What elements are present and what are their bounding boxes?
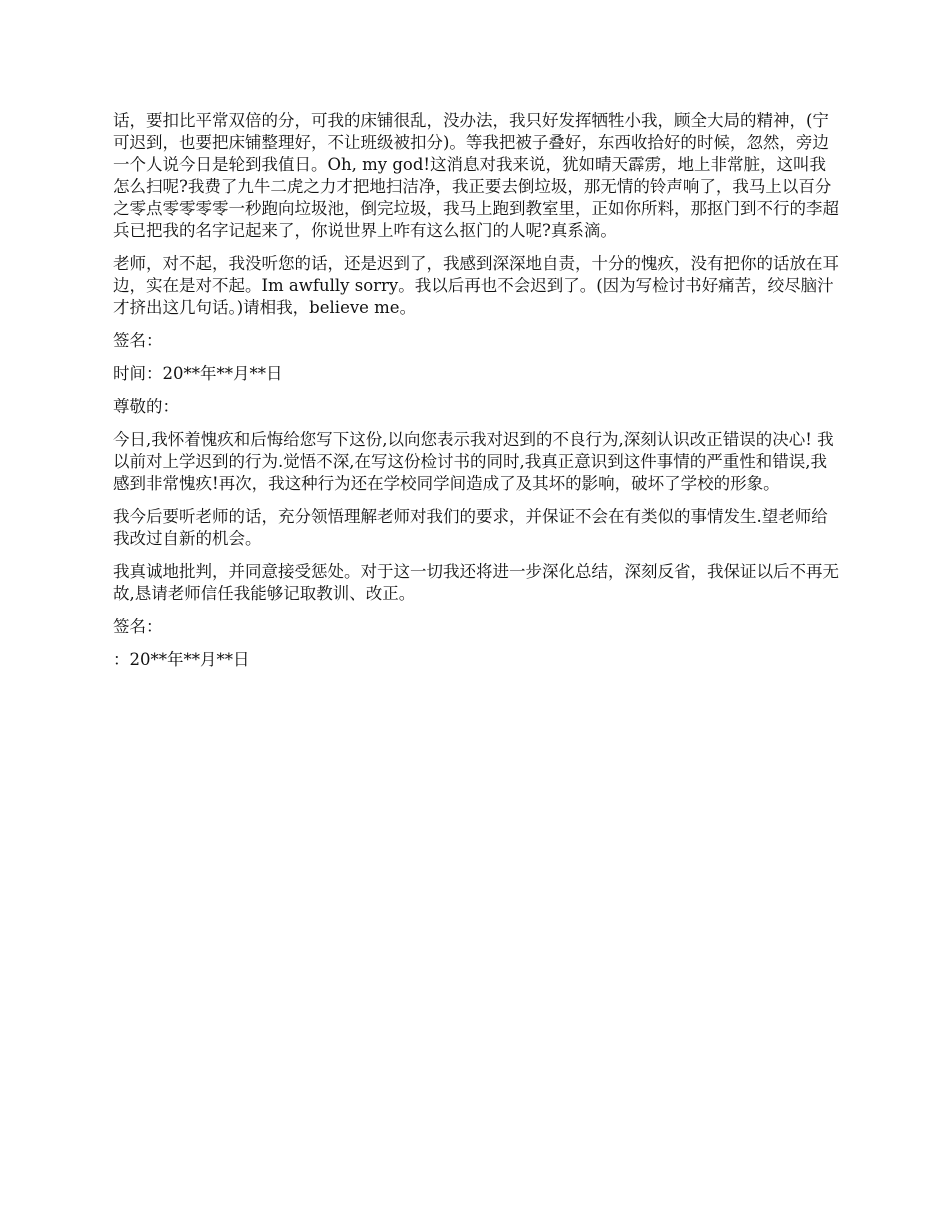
date-line-2: ：20**年**月**日: [113, 650, 250, 669]
paragraph-regret: 今日,我怀着愧疚和后悔给您写下这份,以向您表示我对迟到的不良行为,深刻认识改正错误的决心! 我以前对上学迟到的行为.觉悟不深,在写这份检讨书的同时,我真正意识到这件事情的严重性和错误,我感到非常愧疚!再次，我这种行为还在学校同学间造成了及其坏的影响，破坏了学校的形象。: [113, 430, 834, 493]
date-line-1: 时间：20**年**月**日: [113, 364, 283, 383]
signature-line-2: 签名：: [113, 617, 163, 636]
paragraph-story: 话，要扣比平常双倍的分，可我的床铺很乱，没办法，我只好发挥牺牲小我，顾全大局的精神，(宁可迟到，也要把床铺整理好，不让班级被扣分)。等我把被子叠好，东西收拾好的时候，忽然，旁边一个人说今日是轮到我值日。Oh, my god!这消息对我来说，犹如晴天霹雳，地上非常脏，这叫我怎么扫呢?我费了九牛二虎之力才把地扫洁净，我正要去倒垃圾，那无情的铃声响了，我马上以百分之零点零零零零一秒跑向垃圾池，倒完垃圾，我马上跑到教室里，正如你所料，那抠门到不行的李超兵已把我的名字记起来了，你说世界上咋有这么抠门的人呢?真系滴。: [113, 111, 839, 240]
paragraph-accept-punishment: 我真诚地批判，并同意接受惩处。对于这一切我还将进一步深化总结，深刻反省，我保证以后不再无故,恳请老师信任我能够记取教训、改正。: [113, 562, 839, 603]
signature-line-1: 签名：: [113, 331, 163, 350]
paragraph-apology: 老师，对不起，我没听您的话，还是迟到了，我感到深深地自责，十分的愧疚，没有把你的话放在耳边，实在是对不起。Im awfully sorry。我以后再也不会迟到了。(因为写检讨书好痛苦，绞尽脑汁才挤出这几句话。)请相我，believe me。: [113, 254, 839, 317]
document-body: [113, 110, 840, 682]
paragraph-promise: 我今后要听老师的话，充分领悟理解老师对我们的要求，并保证不会在有类似的事情发生.望老师给我改过自新的机会。: [113, 507, 828, 548]
salutation: 尊敬的：: [113, 397, 179, 416]
